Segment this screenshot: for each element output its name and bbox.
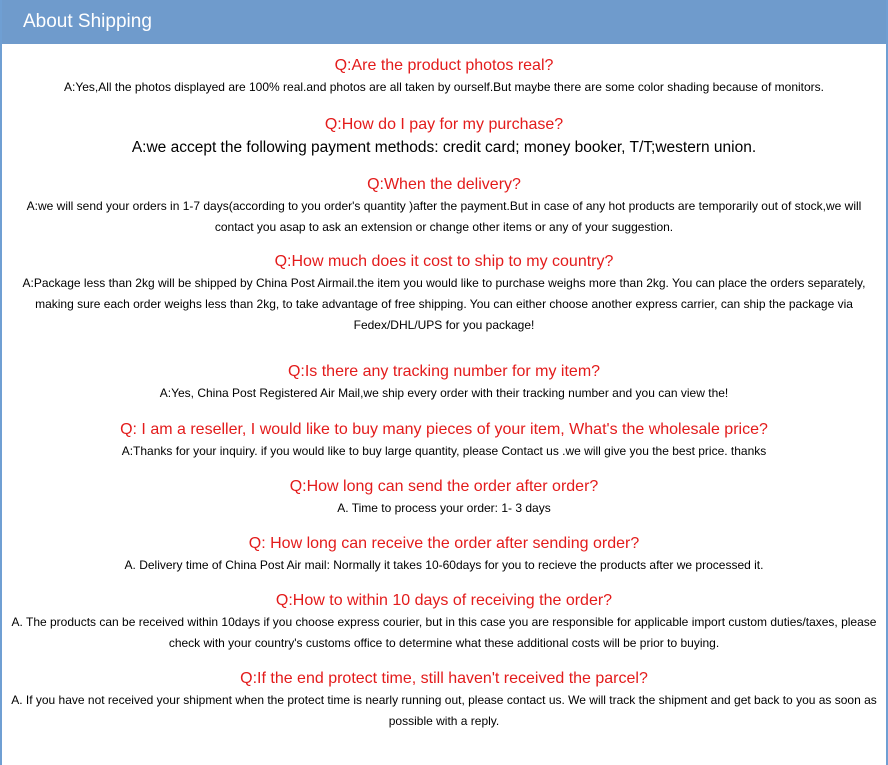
faq-item xyxy=(2,251,886,336)
faq-item xyxy=(2,361,886,404)
faq-question: Q:Are the product photos real? xyxy=(334,57,554,74)
page-title: About Shipping xyxy=(23,11,152,32)
faq-answer: A:we accept the following payment methods: credit card; money booker, T/T;western union. xyxy=(131,139,757,156)
faq-item xyxy=(2,419,886,462)
faq-answer: A:Yes, China Post Registered Air Mail,we ship every order with their tracking number and you can view the! xyxy=(159,386,729,400)
faq-answer: A. The products can be received within 10days if you choose express courier, but in this case you are responsible for applicable import custom duties/taxes, please check with your country's customs office to determine what these additional costs will be prior to buying. xyxy=(11,615,877,650)
faq-question: Q:When the delivery? xyxy=(367,176,521,193)
faq-item xyxy=(2,533,886,576)
panel-header xyxy=(2,0,886,44)
faq-answer: A. If you have not received your shipment when the protect time is nearly running out, please contact us. We will track the shipment and get back to you as soon as possible with a reply. xyxy=(11,693,877,728)
faq-list xyxy=(2,44,886,732)
faq-answer: A. Time to process your order: 1- 3 days xyxy=(337,501,551,515)
faq-item xyxy=(2,174,886,238)
faq-question: Q:How much does it cost to ship to my country? xyxy=(274,253,614,270)
faq-item xyxy=(2,668,886,732)
faq-answer: A:Thanks for your inquiry. if you would like to buy large quantity, please Contact us .we will give you the best price. thanks xyxy=(121,444,767,458)
faq-answer: A. Delivery time of China Post Air mail: Normally it takes 10-60days for you to recieve the products after we processed it. xyxy=(124,558,764,572)
faq-question: Q:How to within 10 days of receiving the order? xyxy=(275,592,613,609)
faq-answer: A:Yes,All the photos displayed are 100% real.and photos are all taken by ourself.But maybe there are some color shading because of monitors. xyxy=(63,80,824,94)
faq-answer: A:we will send your orders in 1-7 days(according to you order's quantity )after the payment.But in case of any hot products are temporarily out of stock,we will contact you asap to ask an extension or change other items or any of your suggestion. xyxy=(26,199,862,234)
faq-item xyxy=(2,114,886,160)
faq-question: Q: I am a reseller, I would like to buy many pieces of your item, What's the wholesale price? xyxy=(120,421,768,438)
faq-item xyxy=(2,590,886,654)
faq-answer: A:Package less than 2kg will be shipped by China Post Airmail.the item you would like to purchase weighs more than 2kg. You can place the orders separately, making sure each order weighs less than 2kg, to take advantage of free shipping. You can either choose another express carrier, can ship the package via Fedex/DHL/UPS for you package! xyxy=(22,276,866,332)
faq-item xyxy=(2,55,886,98)
faq-question: Q:How do I pay for my purchase? xyxy=(324,116,564,133)
faq-question: Q:Is there any tracking number for my item? xyxy=(287,363,601,380)
faq-question: Q:If the end protect time, still haven't received the parcel? xyxy=(240,670,648,687)
faq-question: Q:How long can send the order after order? xyxy=(289,478,599,495)
faq-question: Q: How long can receive the order after sending order? xyxy=(248,535,640,552)
faq-item xyxy=(2,476,886,519)
